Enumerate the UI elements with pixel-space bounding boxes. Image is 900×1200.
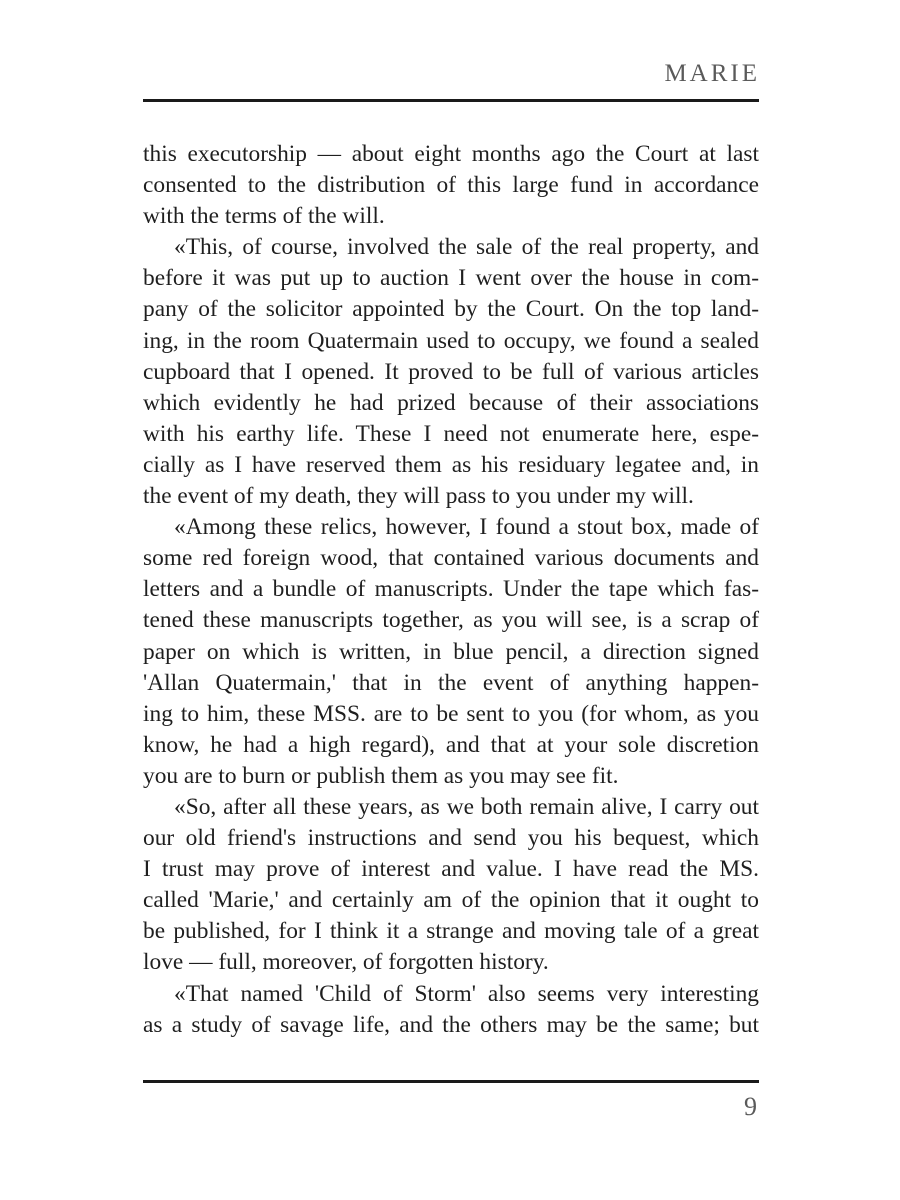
text-line: our old friend's instructions and send you his bequest, which xyxy=(143,825,759,852)
text-line: know, he had a high regard), and that at your sole discretion xyxy=(143,731,759,758)
footer-rule xyxy=(143,1080,759,1083)
text-line: with his earthy life. These I need not enumerate here, espe- xyxy=(143,420,759,447)
text-line: love — full, moreover, of forgotten history. xyxy=(143,949,549,976)
text-line: pany of the solicitor appointed by the Court. On the top land- xyxy=(143,296,759,323)
text-line: with the terms of the will. xyxy=(143,203,385,230)
text-line: 'Allan Quatermain,' that in the event of anything happen- xyxy=(143,669,759,696)
text-line: tened these manuscripts together, as you will see, is a scrap of xyxy=(143,607,759,634)
text-line: ing to him, these MSS. are to be sent to you (for whom, as you xyxy=(143,700,759,727)
text-line: this executorship — about eight months ago the Court at last xyxy=(143,141,759,167)
text-line: paper on which is written, in blue pencil, a direction signed xyxy=(143,638,759,665)
text-line: «This, of course, involved the sale of the real property, and xyxy=(174,234,759,261)
text-line: «That named 'Child of Storm' also seems very interesting xyxy=(174,980,759,1007)
text-line: called 'Marie,' and certainly am of the opinion that it ought to xyxy=(143,887,759,914)
header-rule xyxy=(143,99,759,102)
text-line: «So, after all these years, as we both remain alive, I carry out xyxy=(174,793,759,820)
text-line: the event of my death, they will pass to you under my will. xyxy=(143,483,694,510)
text-line: consented to the distribution of this large fund in accordance xyxy=(143,172,759,199)
page-number: 9 xyxy=(744,1092,757,1121)
text-line: which evidently he had prized because of their associations xyxy=(143,389,759,416)
text-line: before it was put up to auction I went over the house in com- xyxy=(143,265,759,292)
text-line: cupboard that I opened. It proved to be full of various articles xyxy=(143,358,759,385)
text-line: some red foreign wood, that contained various documents and xyxy=(143,545,759,572)
text-line: I trust may prove of interest and value. I have read the MS. xyxy=(143,856,759,883)
text-line: «Among these relics, however, I found a stout box, made of xyxy=(174,514,759,541)
text-line: you are to burn or publish them as you may see fit. xyxy=(143,762,619,789)
body-text xyxy=(143,139,759,1041)
text-line: as a study of savage life, and the others may be the same; but xyxy=(143,1011,759,1038)
text-line: letters and a bundle of manuscripts. Under the tape which fas- xyxy=(143,576,759,603)
text-line: be published, for I think it a strange and moving tale of a great xyxy=(143,918,759,945)
running-head-title: MARIE xyxy=(664,60,760,87)
text-line: cially as I have reserved them as his residuary legatee and, in xyxy=(143,451,759,478)
text-line: ing, in the room Quatermain used to occupy, we found a sealed xyxy=(143,327,759,354)
